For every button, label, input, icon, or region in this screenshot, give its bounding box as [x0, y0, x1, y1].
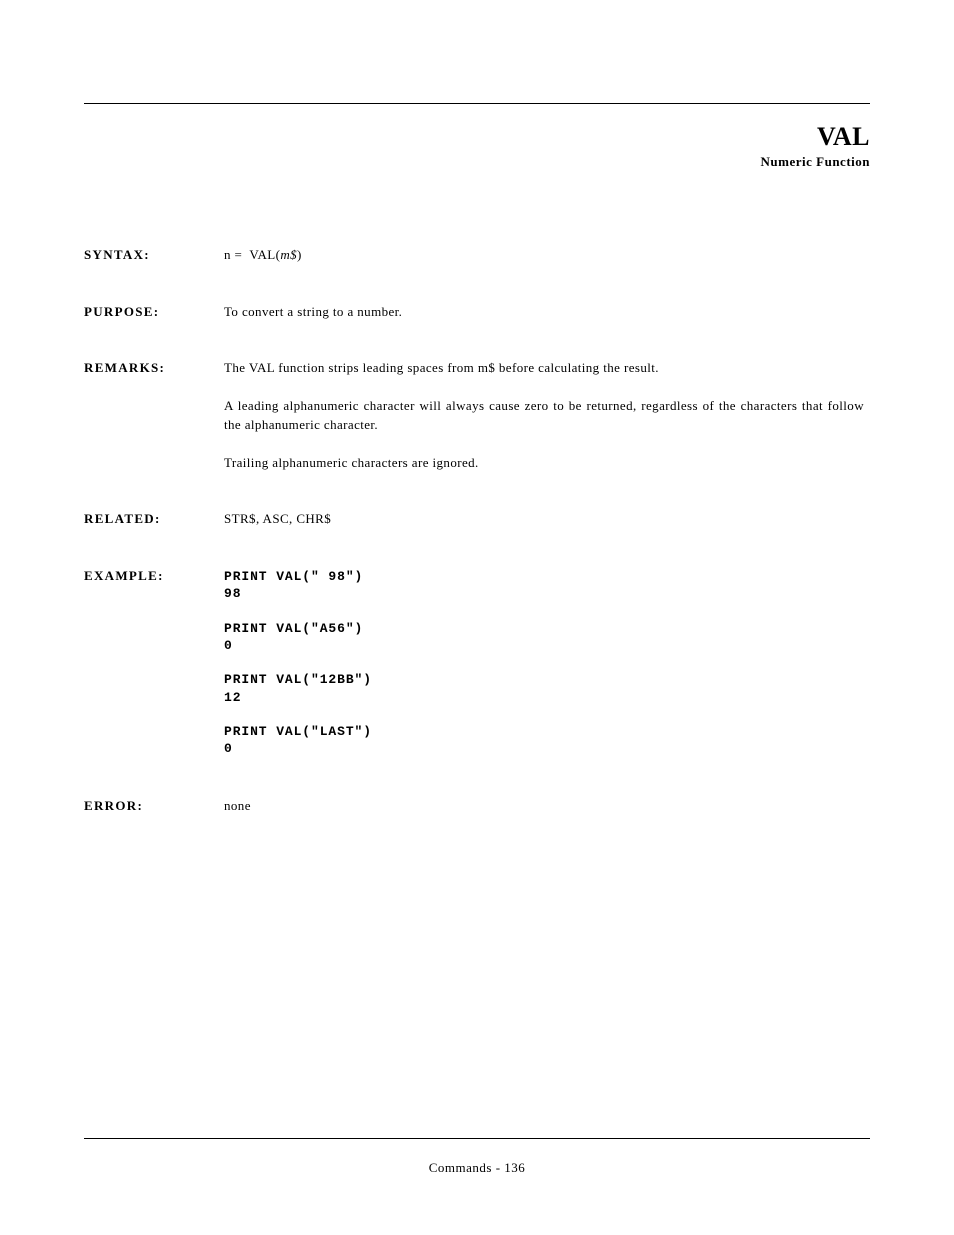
page-subtitle: Numeric Function [760, 154, 870, 169]
example-code: PRINT VAL("12BB") [224, 672, 372, 687]
syntax-label: SYNTAX: [84, 247, 150, 262]
purpose-text: To convert a string to a number. [224, 304, 403, 319]
purpose-label: PURPOSE: [84, 304, 160, 319]
remarks-paragraph: A leading alphanumeric character will always cause zero to be returned, regardless of the characters that follow the alphanumeric character. [224, 398, 864, 432]
syntax-arg: m$ [280, 247, 298, 262]
footer-rule [84, 1138, 870, 1139]
related-label: RELATED: [84, 511, 161, 526]
page-title: VAL [816, 122, 870, 151]
remarks-paragraph: The VAL function strips leading spaces from m$ before calculating the result. [224, 360, 659, 375]
related-text: STR$, ASC, CHR$ [224, 511, 332, 526]
remarks-paragraph: Trailing alphanumeric characters are ignored. [224, 455, 479, 470]
example-result: 98 [224, 586, 242, 601]
example-result: 0 [224, 638, 233, 653]
example-result: 0 [224, 741, 233, 756]
syntax-prefix: n = VAL( [224, 247, 281, 262]
syntax-suffix: ) [297, 247, 302, 262]
example-code: PRINT VAL("A56") [224, 621, 364, 636]
error-text: none [224, 798, 251, 813]
example-label: EXAMPLE: [84, 568, 164, 583]
remarks-label: REMARKS: [84, 360, 166, 375]
error-label: ERROR: [84, 798, 144, 813]
example-code: PRINT VAL("LAST") [224, 724, 372, 739]
example-result: 12 [224, 690, 242, 705]
syntax-text [224, 245, 302, 264]
page-footer: Commands - 136 [428, 1160, 526, 1175]
example-code: PRINT VAL(" 98") [224, 569, 364, 584]
header-rule [84, 103, 870, 104]
